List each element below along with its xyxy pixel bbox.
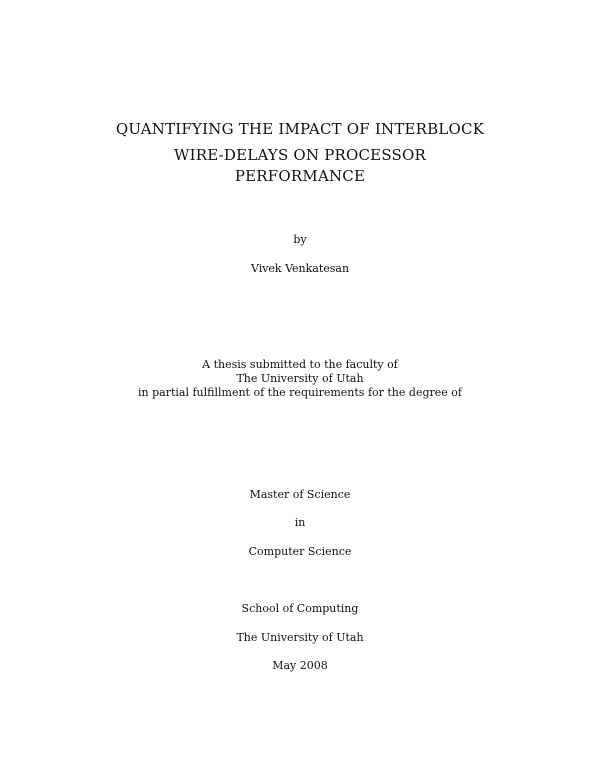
- submission-line-2: The University of Utah: [236, 372, 364, 385]
- author-name: Vivek Venkatesan: [250, 262, 350, 275]
- title-line-3: PERFORMANCE: [234, 167, 366, 185]
- title-line-1: QUANTIFYING THE IMPACT OF INTERBLOCK: [115, 120, 485, 138]
- degree-name: Master of Science: [249, 488, 351, 501]
- submission-date: May 2008: [272, 659, 328, 672]
- title-line-2: WIRE-DELAYS ON PROCESSOR: [173, 146, 427, 164]
- degree-field: Computer Science: [248, 545, 352, 558]
- university-name: The University of Utah: [236, 631, 364, 644]
- school-name: School of Computing: [241, 602, 359, 615]
- submission-line-1: A thesis submitted to the faculty of: [202, 358, 398, 371]
- submission-line-3: in partial fulfillment of the requirements for the degree of: [138, 386, 462, 399]
- degree-in: in: [294, 516, 306, 529]
- by-label: by: [293, 233, 307, 246]
